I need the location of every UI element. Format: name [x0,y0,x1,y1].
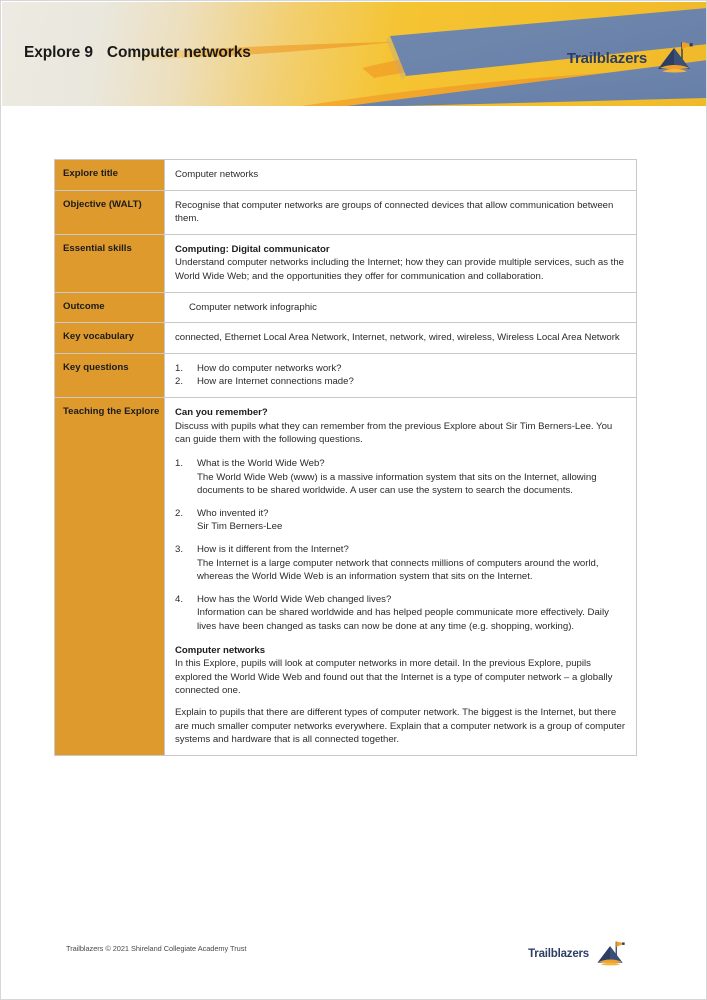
question-text: What is the World Wide Web? [197,457,325,469]
row-label-key-vocabulary: Key vocabulary [55,323,165,353]
answer-text: Information can be shared worldwide and has helped people communicate more effectively. Daily lives have been changed as tasks can now be done at any time (e.g. shopping, working). [197,607,609,633]
table-row-outcome [55,293,636,324]
list-item [175,457,626,498]
list-item [175,362,626,376]
list-item-body [197,593,626,634]
list-item-text: How are Internet connections made? [197,376,354,388]
question-text: How has the World Wide Web changed lives? [197,593,392,605]
spacer [175,447,626,457]
list-item-body [197,507,626,534]
teaching-questions-list [175,457,626,634]
table-row-essential-skills [55,235,636,293]
row-value-essential-skills [165,235,636,292]
row-value-teaching-the-explore [165,398,636,755]
networks-paragraph-2: Explain to pupils that there are different types of computer network. The biggest is the Internet, but there are much smaller computer networks everywhere. Explain that a computer network is a group of computer systems and hardware that is all connected together. [175,707,626,746]
mountain-flag-logo-icon [651,38,697,78]
question-text: How is it different from the Internet? [197,543,349,555]
row-label-essential-skills: Essential skills [55,235,165,292]
networks-heading: Computer networks [175,644,266,656]
explore-number: Explore 9 [24,44,93,61]
brand-wordmark: Trailblazers [566,49,647,67]
page-header-banner [2,2,707,106]
list-item [175,375,626,389]
row-value-outcome [165,293,636,323]
answer-text: The World Wide Web (www) is a massive information system that sits on the Internet, allowing documents to be shared worldwide. A user can use the system to search the documents. [197,471,597,497]
page-footer [1,935,707,969]
brand-logo-header [567,38,697,78]
table-row-key-vocabulary [55,323,636,354]
key-questions-list [175,362,626,389]
list-item [175,507,626,534]
row-value-key-vocabulary [165,323,636,353]
row-label-key-questions: Key questions [55,354,165,397]
list-item-number: 2. [175,376,184,388]
explore-details-table [54,159,637,756]
row-value-objective [165,191,636,234]
answer-text: The Internet is a large computer network that connects millions of computers around the world, whereas the World Wide Web is an information system that sits on the Internet. [197,557,599,583]
list-item-body [197,457,626,498]
list-item-number: 3. [175,543,184,555]
row-label-objective: Objective (WALT) [55,191,165,234]
answer-text: Sir Tim Berners-Lee [197,521,283,533]
recall-heading: Can you remember? [175,407,268,419]
page-title [24,44,251,62]
list-item-text: How do computer networks work? [197,362,342,374]
networks-paragraph-1: In this Explore, pupils will look at computer networks in more detail. In the previous Explore, pupils explored the World Wide Web and found out that the Internet is a type of computer network – a globally connected one. [175,658,613,697]
mountain-flag-logo-icon-footer [592,938,628,970]
row-label-explore-title: Explore title [55,160,165,190]
outcome-value: Computer network infographic [189,301,317,313]
spacer [175,634,626,644]
brand-logo-footer [528,938,628,970]
row-value-key-questions [165,354,636,397]
explore-title-value: Computer networks [175,169,259,180]
list-item [175,593,626,634]
recall-intro: Discuss with pupils what they can remember from the previous Explore about Sir Tim Berners-Lee. You can guide them with the following questions. [175,420,613,446]
table-row-objective [55,191,636,235]
list-item-number: 1. [175,457,184,469]
explore-title-text: Computer networks [106,44,251,61]
list-item [175,543,626,584]
footer-copyright: Trailblazers © 2021 Shireland Collegiate Academy Trust [66,944,247,953]
list-item-number: 1. [175,362,184,374]
row-label-teaching-the-explore: Teaching the Explore [55,398,165,755]
essential-skills-heading: Computing: Digital communicator [175,243,330,255]
key-vocabulary-value: connected, Ethernet Local Area Network, Internet, network, wired, wireless, Wireless Local Area Network [175,332,620,344]
table-row-explore-title [55,160,636,191]
table-row-key-questions [55,354,636,398]
question-text: Who invented it? [197,507,269,519]
list-item-body [197,543,626,584]
objective-value: Recognise that computer networks are groups of connected devices that allow communication between them. [175,199,614,225]
brand-wordmark-footer: Trailblazers [528,948,589,960]
list-item-number: 4. [175,593,184,605]
essential-skills-value: Understand computer networks including the Internet; how they can provide multiple services, such as the World Wide Web; and the opportunities they offer for communication and collaboration. [175,257,625,283]
row-value-explore-title [165,160,636,190]
list-item-number: 2. [175,507,184,519]
table-row-teaching-the-explore [55,398,636,755]
row-label-outcome: Outcome [55,293,165,323]
